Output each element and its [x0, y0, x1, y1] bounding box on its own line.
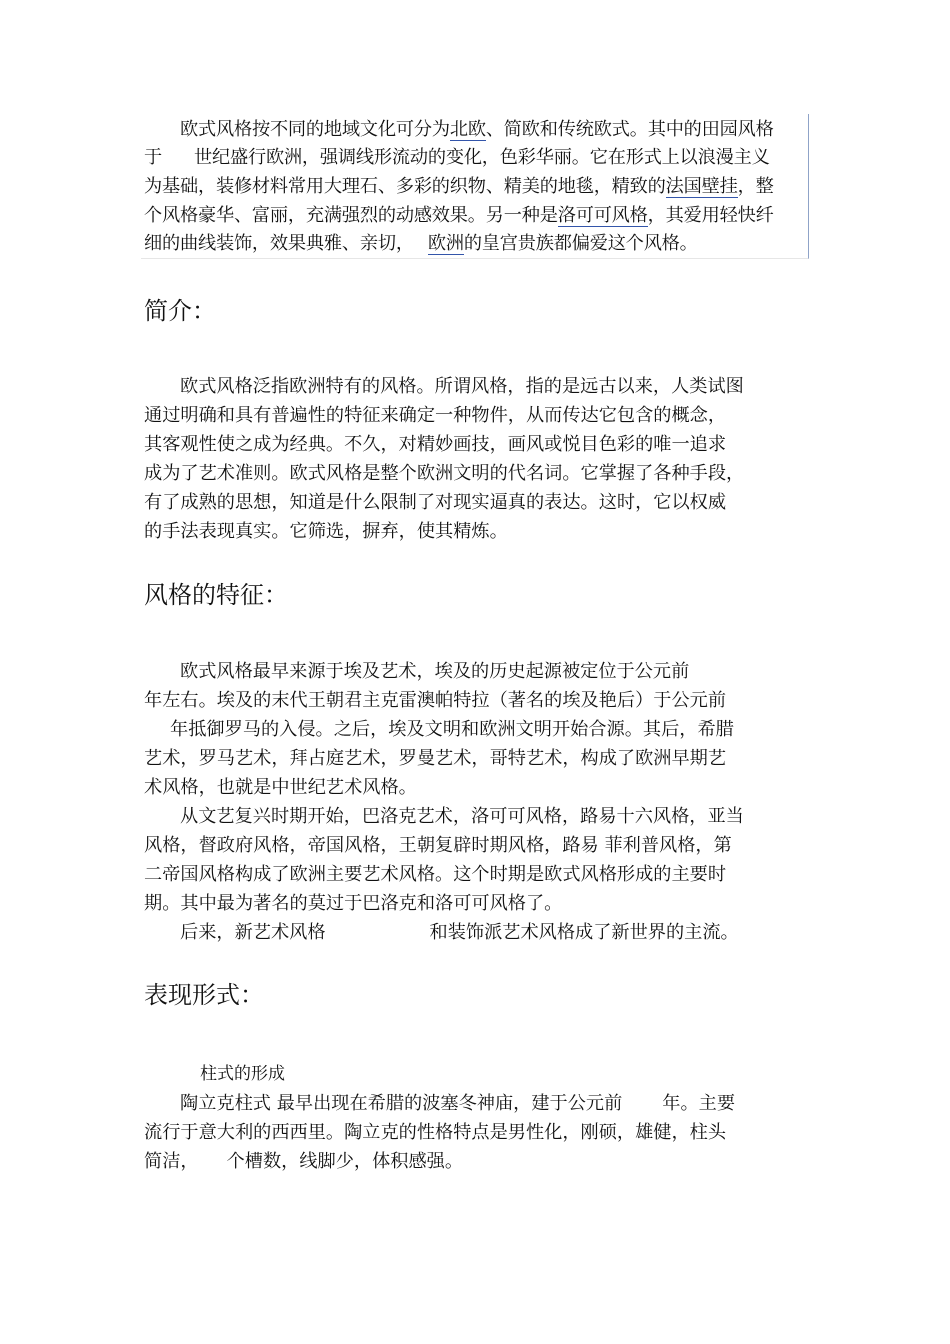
paragraph-line: 风格，督政府风格，帝国风格，王朝复辟时期风格，路易 菲利普风格，第 — [144, 835, 732, 856]
intro-line — [144, 144, 770, 172]
link-europe[interactable]: 欧洲 — [427, 233, 464, 254]
intro-text: 于 — [144, 147, 162, 168]
paragraph-text: 后来，新艺术风格 — [180, 922, 326, 943]
intro-line — [180, 116, 774, 144]
intro-text: 世纪盛行欧洲，强调线形流动的变化，色彩华丽。它在形式上以浪漫主义 — [194, 147, 770, 168]
paragraph-line: 其客观性使之成为经典。不久，对精妙画技，画风或悦目色彩的唯一追求 — [144, 434, 727, 455]
heading-forms: 表现形式： — [144, 981, 264, 1009]
paragraph-line: 艺术，罗马艺术，拜占庭艺术，罗曼艺术，哥特艺术，构成了欧洲早期艺 — [144, 748, 727, 769]
paragraph-text: 简洁， — [144, 1151, 199, 1172]
intro-text: ，其爱用轻快纤 — [647, 205, 774, 226]
paragraph-line: 的手法表现真实。它筛选，摒弃，使其精炼。 — [144, 521, 508, 542]
paragraph-text: 个槽数，线脚少，体积感强。 — [226, 1151, 464, 1172]
paragraph-line: 通过明确和具有普遍性的特征来确定一种物件，从而传达它包含的概念， — [144, 405, 727, 426]
link-north-europe[interactable]: 北欧 — [449, 119, 486, 140]
intro-text: ，整 — [737, 176, 774, 197]
intro-text: 的皇宫贵族都偏爱这个风格。 — [463, 233, 698, 254]
intro-text: 、简欧和传统欧式。其中的田园风格 — [485, 119, 774, 140]
paragraph-line: 术风格，也就是中世纪艺术风格。 — [144, 777, 417, 798]
link-rococo[interactable]: 洛可可风格 — [557, 205, 648, 226]
link-wall-hanging[interactable]: 壁挂 — [701, 176, 738, 197]
heading-intro: 简介： — [144, 297, 216, 325]
paragraph-line: 期。其中最为著名的莫过于巴洛克和洛可可风格了。 — [144, 893, 563, 914]
link-france[interactable]: 法国 — [665, 176, 702, 197]
intro-text: 欧式风格按不同的地域文化可分为 — [180, 119, 450, 140]
paragraph-line: 有了成熟的思想，知道是什么限制了对现实逼真的表达。这时，它以权威 — [144, 492, 727, 513]
intro-line — [144, 173, 774, 201]
paragraph-line — [180, 918, 739, 947]
intro-text: 为基础，装修材料常用大理石、多彩的织物、精美的地毯，精致的 — [144, 176, 666, 197]
paragraph-line: 欧式风格最早来源于埃及艺术，埃及的历史起源被定位于公元前 — [180, 661, 690, 682]
paragraph-line: 欧式风格泛指欧洲特有的风格。所谓风格，指的是远古以来，人类试图 — [180, 376, 744, 397]
paragraph-line: 二帝国风格构成了欧洲主要艺术风格。这个时期是欧式风格形成的主要时 — [144, 864, 727, 885]
paragraph-line: 年左右。埃及的末代王朝君主克雷澳帕特拉（著名的埃及艳后）于公元前 — [144, 690, 727, 711]
intro-line — [144, 230, 698, 258]
paragraph-line: 流行于意大利的西西里。陶立克的性格特点是男性化，刚硕，雄健，柱头 — [144, 1122, 727, 1143]
paragraph-line: 成为了艺术准则。欧式风格是整个欧洲文明的代名词。它掌握了各种手段， — [144, 463, 745, 484]
paragraph-line — [144, 1147, 463, 1176]
intro-text: 个风格豪华、富丽，充满强烈的动感效果。另一种是 — [144, 205, 558, 226]
paragraph-line — [180, 1089, 735, 1118]
heading-features: 风格的特征： — [144, 581, 288, 609]
paragraph-line: 年抵御罗马的入侵。之后，埃及文明和欧洲文明开始合源。其后，希腊 — [170, 719, 734, 740]
subheading-columns: 柱式的形成 — [200, 1064, 285, 1084]
intro-line — [144, 202, 774, 230]
paragraph-text: 年。主要 — [662, 1093, 736, 1114]
paragraph-line: 从文艺复兴时期开始，巴洛克艺术，洛可可风格，路易十六风格，亚当 — [180, 806, 744, 827]
paragraph-text: 陶立克柱式 最早出现在希腊的波塞冬神庙，建于公元前 — [180, 1093, 623, 1114]
intro-text: 细的曲线装饰，效果典雅、亲切， — [144, 233, 414, 254]
paragraph-text: 和装饰派艺术风格成了新世界的主流。 — [429, 922, 739, 943]
